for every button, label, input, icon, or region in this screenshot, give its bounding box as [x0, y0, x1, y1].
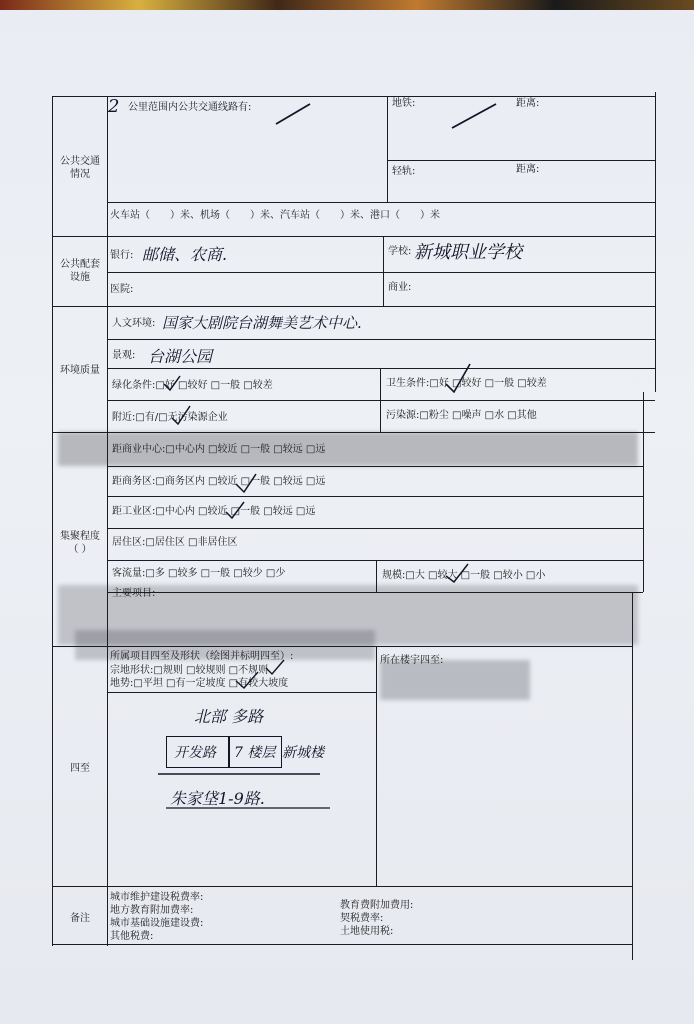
urban-infrastructure-fee-label: 城市基础设施建设费: — [110, 918, 204, 929]
section-label-environment: 环境质量 — [60, 365, 100, 376]
handwritten-school: 新城职业学校 — [414, 242, 522, 263]
pollution-source-options: 附近:□有/□无污染源企业 — [112, 412, 228, 423]
education-surcharge-label: 教育费附加费用: — [340, 900, 414, 911]
handwritten-south: 朱家垡1-9路. — [170, 789, 265, 808]
greening-options: 绿化条件:□好 □较好 □一般 □较差 — [112, 380, 273, 391]
subway-distance-label: 距离: — [516, 98, 540, 109]
dash-mark — [276, 104, 310, 124]
section-label-facilities: 公共配套设施 — [60, 259, 100, 283]
check-mark — [226, 502, 244, 518]
scale-options: 规模:□大 □较大 □一般 □较小 □小 — [382, 570, 546, 581]
handwritten-bus-distance: 2 — [108, 96, 120, 117]
urban-maintenance-tax-label: 城市维护建设税费率: — [110, 892, 204, 903]
light-rail-label: 轻轨: — [392, 166, 416, 177]
bus-lines-label: 公里范围内公共交通线路有: — [128, 102, 252, 113]
handwritten-north: 北部 多路 — [194, 707, 264, 726]
handwritten-east: 新城楼 — [282, 745, 324, 761]
section-label-agglomeration: 集聚程度 — [60, 531, 100, 542]
hospital-label: 医院: — [110, 284, 134, 295]
check-mark — [172, 406, 190, 424]
check-mark — [236, 672, 258, 688]
school-label: 学校: — [388, 246, 412, 257]
check-mark — [266, 660, 284, 674]
section-label-agglomeration-paren: （ ） — [68, 544, 92, 555]
section-label-transport: 公共交通情况 — [60, 156, 100, 180]
traffic-flow-options: 客流量:□多 □较多 □一般 □较少 □少 — [112, 568, 286, 579]
handwritten-culture: 国家大剧院台湖舞美艺术中心. — [162, 314, 362, 332]
commerce-label: 商业: — [388, 282, 412, 293]
deed-tax-label: 契税费率: — [340, 913, 384, 924]
industrial-zone-options: 距工业区:□中心内 □较近 □一般 □较远 □远 — [112, 506, 316, 517]
other-taxes-label: 其他税费: — [110, 931, 154, 942]
handwritten-scenery: 台湖公园 — [148, 347, 213, 366]
check-mark — [236, 474, 256, 492]
business-district-options: 距商务区:□商务区内 □较近 □一般 □较远 □远 — [112, 476, 326, 487]
check-mark — [164, 376, 180, 390]
check-mark — [446, 364, 470, 392]
bank-label: 银行: — [110, 250, 134, 261]
sanitation-options: 卫生条件:□好 □较好 □一般 □较差 — [386, 378, 547, 389]
dash-mark — [452, 104, 496, 128]
stations-distance-line: 火车站（ ）米、机场（ ）米、汽车站（ ）米、港口（ ）米 — [110, 210, 440, 221]
parcel-shape-options: 宗地形状:□规则 □较规则 □不规则 — [110, 665, 269, 676]
light-rail-distance-label: 距离: — [516, 164, 540, 175]
project-shape-label: 所属项目四至及形状（绘图并标明四至）: — [110, 651, 294, 662]
local-education-surcharge-label: 地方教育附加费率: — [110, 905, 194, 916]
handwritten-middle: 7 楼层 — [234, 745, 276, 761]
main-items-label: 主要项目: — [112, 588, 156, 599]
land-use-tax-label: 土地使用税: — [340, 926, 394, 937]
section-label-boundaries: 四至 — [70, 763, 90, 774]
commercial-center-options: 距商业中心:□中心内 □较近 □一般 □较远 □远 — [112, 444, 326, 455]
pollution-type-options: 污染源:□粉尘 □噪声 □水 □其他 — [386, 410, 537, 421]
section-label-remarks: 备注 — [70, 913, 90, 924]
floor-boundaries-label: 所在楼宇四至: — [380, 655, 444, 666]
scenery-label: 景观: — [112, 350, 136, 361]
subway-label: 地铁: — [392, 98, 416, 109]
handwritten-bank: 邮储、农商. — [142, 245, 228, 264]
residential-options: 居住区:□居住区 □非居住区 — [112, 537, 238, 548]
culture-label: 人文环境: — [112, 318, 156, 329]
terrain-options: 地势:□平坦 □有一定坡度 □有较大坡度 — [110, 678, 289, 689]
check-mark — [446, 564, 468, 582]
handwritten-west: 开发路 — [174, 745, 216, 761]
